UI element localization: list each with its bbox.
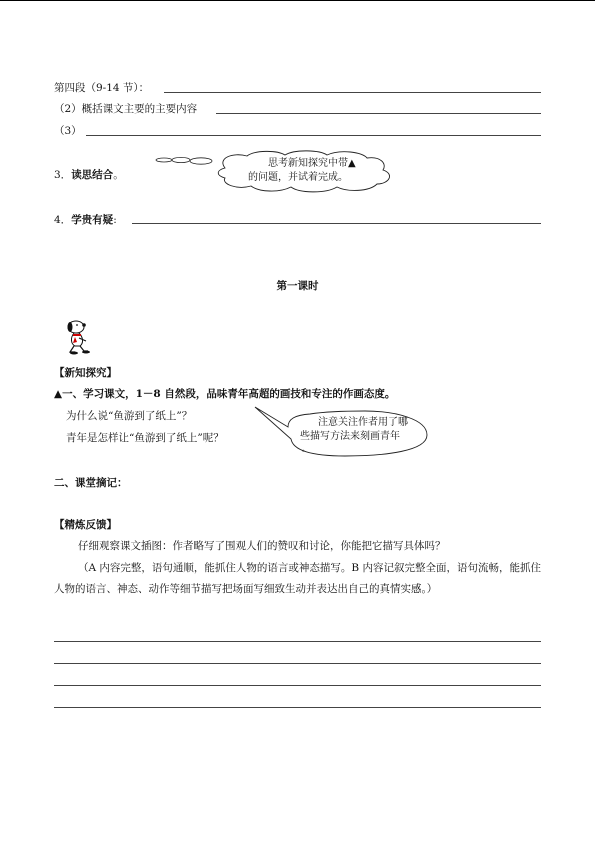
writing-line[interactable] xyxy=(54,641,541,642)
new-knowledge-task: ▲一、学习课文，1－8 自然段，品味青年高超的画技和专注的作画态度。 xyxy=(54,388,396,400)
practice-heading: 【精炼反馈】 xyxy=(54,519,117,531)
bubble-text-line1: 注意关注作者用了哪 xyxy=(318,417,408,428)
item4-heading xyxy=(54,212,117,227)
notes-heading: 二、课堂摘记： xyxy=(54,477,128,489)
practice-paragraph-1: 仔细观察课文插图：作者略写了围观人们的赞叹和讨论，你能把它描写具体吗？ xyxy=(78,540,446,552)
q2-answer-line[interactable] xyxy=(216,113,541,114)
dog-clipart-icon xyxy=(62,318,94,356)
writing-line[interactable] xyxy=(54,663,541,664)
item3-title: 读思结合 xyxy=(71,169,114,181)
bubble-text-line2: 些描写方法来刻画青年 xyxy=(300,431,400,442)
q2-label: （2）概括课文主要的主要内容 xyxy=(54,103,198,115)
q3-answer-line[interactable] xyxy=(86,135,541,136)
lesson-title: 第一课时 xyxy=(276,280,319,292)
item3-heading xyxy=(54,167,124,182)
section4-label: 第四段（9-14 节）： xyxy=(54,82,150,94)
item4-title: 学贵有疑 xyxy=(71,214,114,226)
section4-answer-line[interactable] xyxy=(164,92,541,93)
item3-suffix: 。 xyxy=(113,169,124,181)
practice-paragraph-2: （A 内容完整，语句通顺，能抓住人物的语言或神态描写。B 内容记叙完整全面，语句流畅，能抓住人物的语言、神态、动作等细节描写把场面写细致生动并表达出自己的真情实感。） xyxy=(54,562,541,595)
cloud-text-line1: 思考新知探究中带▲ xyxy=(268,158,356,169)
item3-number: 3． xyxy=(54,169,72,181)
q3-label: （3） xyxy=(54,125,82,137)
new-knowledge-heading: 【新知探究】 xyxy=(54,367,117,379)
writing-line[interactable] xyxy=(54,685,541,686)
item4-suffix: : xyxy=(113,214,117,226)
question-2: 青年是怎样让“鱼游到了纸上”呢？ xyxy=(66,432,224,444)
writing-line[interactable] xyxy=(54,707,541,708)
item4-answer-line[interactable] xyxy=(132,223,541,224)
question-1: 为什么说“鱼游到了纸上”？ xyxy=(66,410,193,422)
item4-number: 4． xyxy=(54,214,72,226)
page-top-border xyxy=(0,0,595,1)
bubble-text-line3: 。 xyxy=(302,445,309,453)
cloud-text-line2: 的问题，并试着完成。 xyxy=(248,172,348,183)
